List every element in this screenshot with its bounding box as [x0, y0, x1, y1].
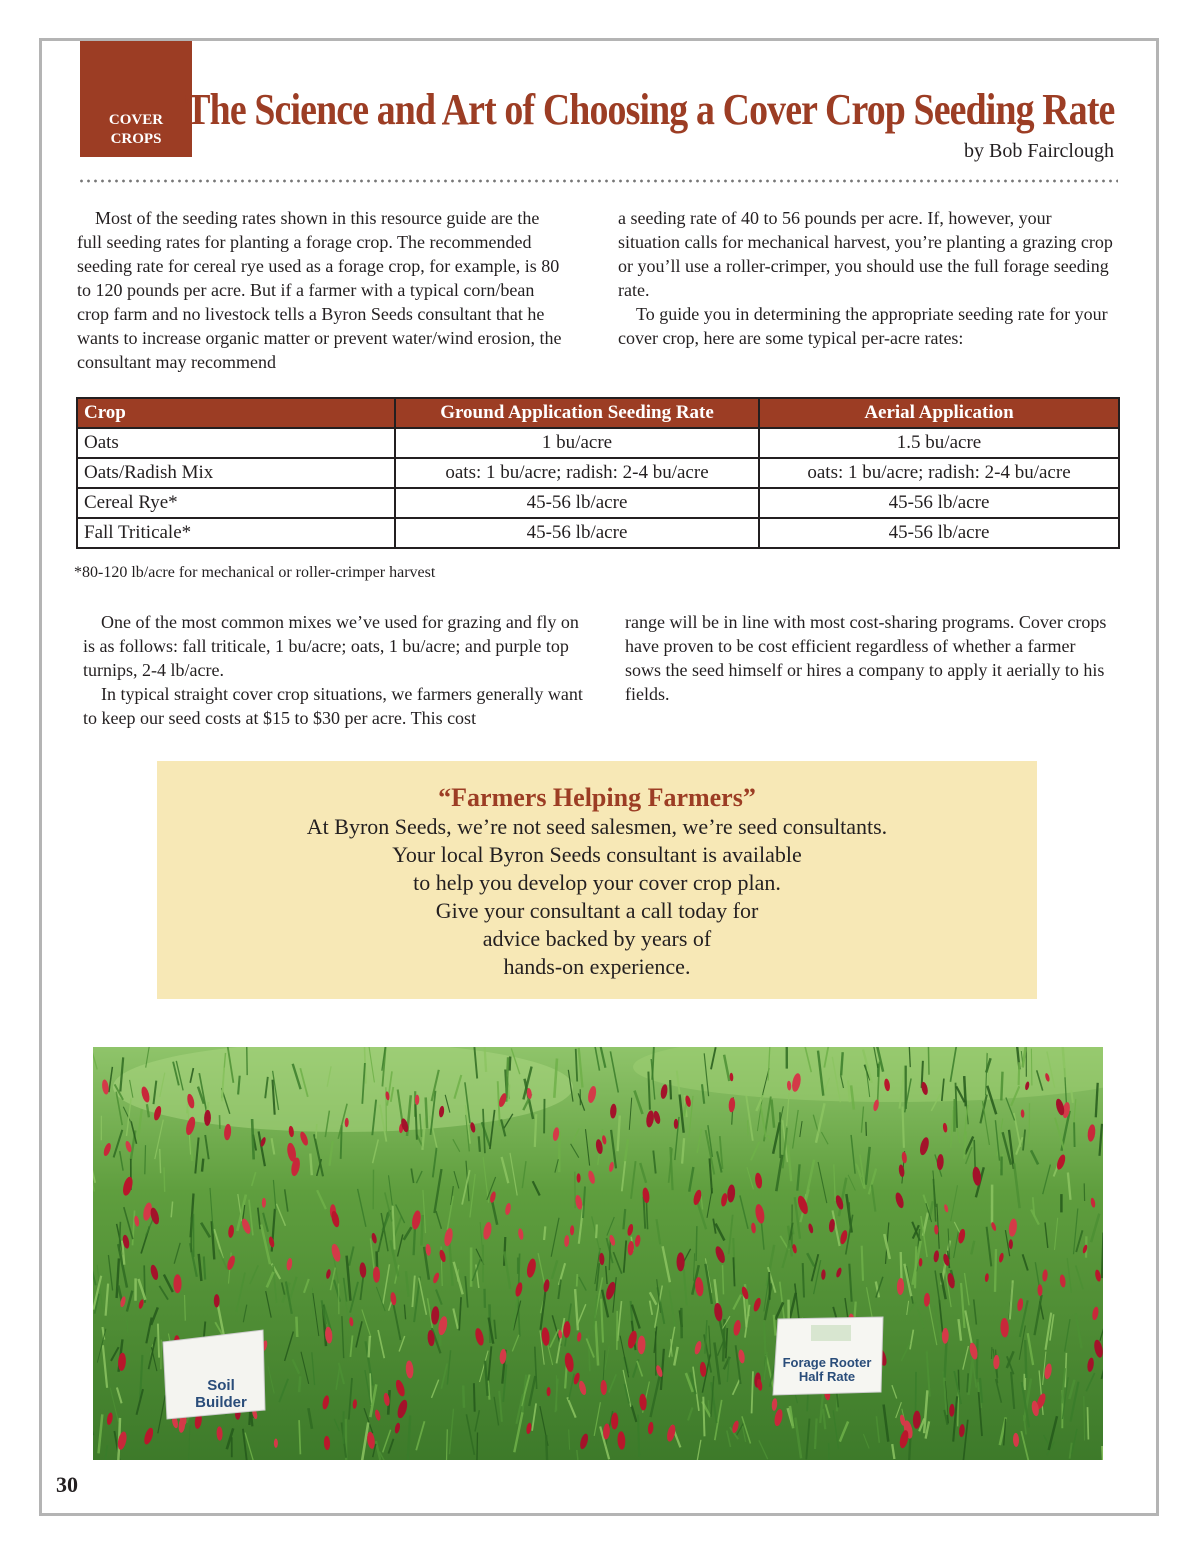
grass-blade	[416, 1104, 417, 1139]
table-row	[77, 428, 1119, 458]
grass-blade	[485, 1047, 487, 1072]
sign-left-line2: Builder	[195, 1394, 247, 1411]
table-row	[77, 488, 1119, 518]
header-crop: Crop	[77, 398, 395, 428]
grass-blade	[164, 1167, 165, 1192]
table-row	[77, 458, 1119, 488]
clover-bloom	[677, 1252, 685, 1271]
grass-blade	[733, 1257, 734, 1286]
sign-left-line1: Soil	[207, 1377, 235, 1394]
callout-line: to help you develop your cover crop plan.	[413, 870, 781, 895]
table-cell-ground: 45-56 lb/acre	[395, 518, 759, 548]
grass-blade	[296, 1317, 297, 1337]
body-paragraph-cost: In typical straight cover crop situations, we farmers generally want to keep our seed costs at $15 to $30 per acre. This cost	[83, 684, 583, 728]
section-label-line2: CROPS	[110, 131, 162, 147]
body-column-right	[625, 610, 1115, 706]
intro-paragraph-guide: To guide you in determining the appropriate seeding rate for your cover crop, here are some typical per-acre rates:	[618, 304, 1108, 348]
grass-blade	[1019, 1062, 1020, 1085]
article-title: The Science and Art of Choosing a Cover Crop Seeding Rate	[184, 85, 1114, 134]
clover-bloom	[214, 1294, 220, 1307]
grass-blade	[463, 1385, 464, 1407]
grass-blade	[299, 1376, 300, 1392]
body-paragraph-mix: One of the most common mixes we’ve used for grazing and fly on is as follows: fall triticale, 1 bu/acre; oats, 1 bu/acre; and purple top turnips, 2-4 lb/acre.	[83, 612, 579, 680]
sign-right-line2: Half Rate	[798, 1369, 856, 1384]
section-tab	[80, 41, 192, 157]
grass-blade	[127, 1319, 128, 1333]
table-cell-crop: Oats	[77, 428, 395, 458]
callout-title: “Farmers Helping Farmers”	[438, 783, 756, 812]
table-cell-ground: 1 bu/acre	[395, 428, 759, 458]
clover-bloom	[674, 1119, 678, 1129]
table-cell-crop: Fall Triticale*	[77, 518, 395, 548]
sign-right	[773, 1317, 883, 1395]
grass-blade	[185, 1295, 186, 1321]
grass-blade	[1031, 1049, 1032, 1086]
grass-blade	[544, 1226, 545, 1240]
grass-blade	[474, 1383, 475, 1412]
grass-blade	[670, 1080, 671, 1099]
body-column-left	[83, 610, 583, 730]
grass-blade	[479, 1136, 480, 1152]
grass-blade	[546, 1435, 547, 1460]
cover-crop-field-photo	[93, 1047, 1103, 1460]
table-cell-crop: Oats/Radish Mix	[77, 458, 395, 488]
grass-blade	[447, 1429, 448, 1460]
grass-blade	[1074, 1122, 1075, 1147]
grass-blade	[967, 1373, 968, 1392]
grass-blade	[696, 1226, 697, 1261]
grass-blade	[915, 1246, 916, 1288]
intro-paragraph-continued: a seeding rate of 40 to 56 pounds per acre. If, however, your situation calls for mechanical harvest, you’re planting a grazing crop or you’ll use a roller-crimper, you should use the full forage seeding rate.	[618, 208, 1113, 300]
grass-blade	[249, 1410, 250, 1425]
callout-line: advice backed by years of	[482, 926, 712, 951]
clover-bloom	[173, 1274, 181, 1293]
grass-blade	[723, 1265, 724, 1294]
grass-blade	[577, 1274, 578, 1286]
table-cell-crop: Cereal Rye*	[77, 488, 395, 518]
sign-left	[163, 1330, 265, 1419]
grass-blade	[508, 1085, 509, 1102]
grass-blade	[204, 1257, 205, 1280]
clover-bloom	[274, 1439, 278, 1448]
grass-blade	[916, 1372, 917, 1417]
callout-line: At Byron Seeds, we’re not seed salesmen, we’re seed consultants.	[306, 814, 888, 839]
intro-paragraph: Most of the seeding rates shown in this resource guide are the full seeding rates for planting a forage crop. The recommended seeding rate for cereal rye used as a forage crop, for example, is 80 to 120 pounds per acre. But if a farmer with a typical corn/bean crop farm and no livestock tells a Byron Seeds consultant that he wants to increase organic matter or prevent water/wind erosion, the consultant may recommend	[77, 208, 562, 372]
grass-blade	[119, 1222, 120, 1251]
intro-column-left	[77, 206, 567, 374]
sign-right-logo	[811, 1325, 851, 1341]
table-cell-aerial: oats: 1 bu/acre; radish: 2-4 bu/acre	[759, 458, 1119, 488]
grass-blade	[928, 1047, 929, 1075]
body-paragraph-continued: range will be in line with most cost-sharing programs. Cover crops have proven to be cost efficient regardless of whether a farmer sows the seed himself or hires a company to apply it aerially to his fields.	[625, 612, 1107, 704]
table-row	[77, 518, 1119, 548]
grass-blade	[421, 1215, 422, 1246]
grass-blade	[841, 1052, 843, 1075]
grass-blade	[1088, 1407, 1089, 1439]
grass-blade	[247, 1047, 248, 1075]
grass-blade	[145, 1145, 146, 1174]
grass-blade	[1001, 1072, 1002, 1101]
grass-blade	[596, 1224, 597, 1238]
grass-blade	[160, 1149, 161, 1173]
grass-blade	[202, 1159, 203, 1172]
grass-blade	[510, 1057, 511, 1071]
table-header-row	[77, 398, 1119, 428]
dotted-divider	[78, 178, 1118, 184]
grass-blade	[862, 1246, 863, 1281]
grass-blade	[477, 1433, 478, 1461]
grass-blade	[866, 1122, 867, 1136]
grass-blade	[995, 1249, 996, 1292]
callout-line: Give your consultant a call today for	[435, 898, 759, 923]
intro-column-right	[618, 206, 1118, 350]
grass-blade	[638, 1415, 639, 1457]
table-cell-aerial: 45-56 lb/acre	[759, 488, 1119, 518]
table-footnote: *80-120 lb/acre for mechanical or roller-crimper harvest	[74, 564, 436, 581]
grass-blade	[158, 1324, 159, 1358]
table-cell-aerial: 45-56 lb/acre	[759, 518, 1119, 548]
byline: by Bob Fairclough	[964, 140, 1114, 162]
header-ground-rate: Ground Application Seeding Rate	[395, 398, 759, 428]
callout-box	[157, 761, 1037, 999]
grass-blade	[958, 1390, 959, 1427]
grass-blade	[316, 1124, 317, 1139]
callout-line: Your local Byron Seeds consultant is available	[392, 842, 802, 867]
page-number: 30	[56, 1472, 78, 1497]
grass-blade	[703, 1397, 704, 1437]
grass-blade	[903, 1107, 904, 1148]
grass-blade	[803, 1263, 804, 1297]
header-aerial-rate: Aerial Application	[759, 398, 1119, 428]
callout-line: hands-on experience.	[503, 954, 691, 979]
grass-blade	[369, 1336, 370, 1358]
grass-blade	[1102, 1446, 1103, 1460]
grass-blade	[1025, 1340, 1026, 1378]
seeding-rate-table	[76, 397, 1120, 549]
grass-blade	[426, 1097, 427, 1128]
grass-blade	[252, 1119, 254, 1159]
grass-blade	[535, 1114, 536, 1147]
table-cell-ground: 45-56 lb/acre	[395, 488, 759, 518]
grass-blade	[977, 1339, 978, 1379]
section-label-line1: COVER	[108, 112, 164, 128]
table-cell-aerial: 1.5 bu/acre	[759, 428, 1119, 458]
sign-right-line1: Forage Rooter	[782, 1355, 872, 1370]
grass-blade	[310, 1154, 312, 1176]
grass-blade	[1084, 1396, 1085, 1440]
table-cell-ground: oats: 1 bu/acre; radish: 2-4 bu/acre	[395, 458, 759, 488]
